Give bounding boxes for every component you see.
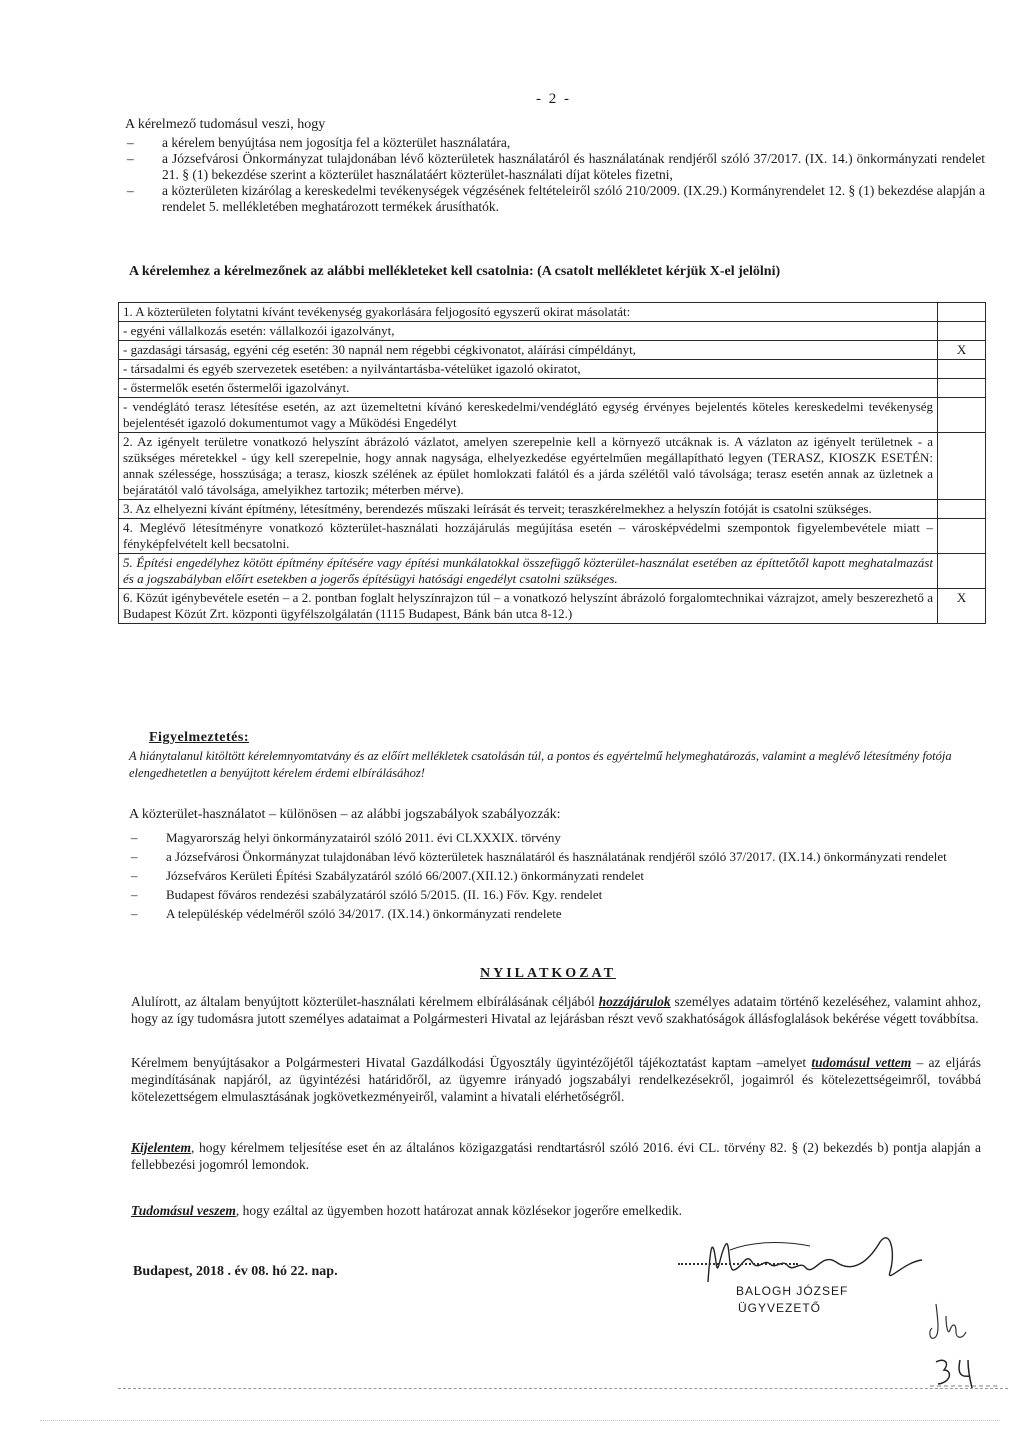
table-row [119, 360, 986, 379]
table-row [119, 379, 986, 398]
declaration-paragraph [131, 993, 981, 1027]
table-row [119, 303, 986, 322]
attachment-text: 2. Az igényelt területre vonatkozó helyszínt ábrázoló vázlatot, amelyen szerepelnie kell a környező utcáknak is. A vázlaton az igényelt területnek - a szükséges méretekkel - úgy kell szerepelnie, hogy annak nagysága, elhelyezkedése egyértelműen megállapítható legyen (TERASZ, KIOSZK ESETÉN: annak szélessége, hosszúsága; a terasz, kioszk szélének az épület homlokzati falától és a járda szélétől való távolsága; terasz esetén annak az üzletnek a bejáratától való távolsága, amelyikhez tartozik; méterben mérve). [119, 433, 938, 500]
attachment-mark [938, 303, 986, 322]
laws-list [129, 829, 981, 922]
attachment-text: 1. A közterületen folytatni kívánt tevékenység gyakorlására feljogosító egyszerű okirat másolatát: [119, 303, 938, 322]
date-line: Budapest, 2018 . év 08. hó 22. nap. [133, 1264, 338, 1279]
attachment-mark [938, 398, 986, 433]
attachment-text: - őstermelők esetén őstermelői igazolványt. [119, 379, 938, 398]
declaration-title: NYILATKOZAT [480, 966, 616, 981]
attachment-mark [938, 360, 986, 379]
attachment-mark [938, 500, 986, 519]
attachment-text: 4. Meglévő létesítményre vonatkozó közterület-használati hozzájárulás megújítása esetén – városképvédelmi szempontok figyelembevétele miatt – fényképfelvételt kell becsatolni. [119, 519, 938, 554]
attachments-table [118, 302, 986, 624]
table-row [119, 398, 986, 433]
warning-text: A hiánytalanul kitöltött kérelemnyomtatvány és az előírt mellékletek csatolásán túl, a pontos és egyértelmű helymeghatározás, valamint a meglévő létesítmény fotója elengedhetetlen a benyújtott kérelem érdemi elbírálásához! [129, 749, 952, 780]
table-row [119, 322, 986, 341]
attachments-heading: A kérelemhez a kérelmezőnek az alábbi mellékleteket kell csatolnia: (A csatolt mellékletet kérjük X-el jelölni) [129, 264, 781, 279]
attachment-text: - társadalmi és egyéb szervezetek esetében: a nyilvántartásba-vételüket igazoló okiratot, [119, 360, 938, 379]
attachment-text: 6. Közút igénybevétele esetén – a 2. pontban foglalt helyszínrajzon túl – a vonatkozó helyszínt ábrázoló forgalomtechnikai vázrajzot, amely beszerezhető a Budapest Közút Zrt. központi ügyfélszolgálatán (1115 Budapest, Bánk bán utca 8-12.) [119, 589, 938, 624]
laws-section [129, 807, 981, 924]
attachment-text: 3. Az elhelyezni kívánt építmény, létesítmény, berendezés műszaki leírását és terveit; teraszkérelmekhez a helyszín fotóját is csatolni szükséges. [119, 500, 938, 519]
warning-title: Figyelmeztetés: [149, 730, 249, 745]
emphasis-text: Tudomásul veszem [131, 1203, 236, 1218]
attachment-text: - vendéglátó terasz létesítése esetén, az azt üzemeltetni kívánó kereskedelmi/vendéglátó egység érvényes bejelentés köteles kereskedelmi tevékenység bejelentését igazoló dokumentumot vagy a Működési Engedélyt [119, 398, 938, 433]
handwritten-page-mark [930, 1356, 1000, 1390]
declaration-paragraph [131, 1202, 981, 1219]
list-item: – Józsefváros Kerületi Építési Szabályzatáról szóló 66/2007.(XII.12.) önkormányzati rendelet [129, 867, 981, 884]
scan-rule [118, 1388, 1008, 1389]
table-row [119, 589, 986, 624]
attachment-text: - gazdasági társaság, egyéni cég esetén: 30 napnál nem régebbi cégkivonatot, aláírási címpéldányt, [119, 341, 938, 360]
list-item: – Budapest főváros rendezési szabályzatáról szóló 5/2015. (II. 16.) Főv. Kgy. rendelet [129, 886, 981, 903]
table-row [119, 341, 986, 360]
scan-rule [40, 1420, 1000, 1421]
attachment-mark: X [938, 589, 986, 624]
paragraph-text: – az eljárás megindításának napjáról, az ügyintézési határidőről, az ügyemre irányadó jogszabályi rendelkezésekről, jogaimról és kötelezettségeimről, továbbá kötelezettségem elmulasztásának jogkövetkezményeiről, valamint a hivatali elérhetőségről. [131, 1055, 982, 1104]
attachment-mark [938, 379, 986, 398]
attachment-text: 5. Építési engedélyhez kötött építmény építésére vagy építési munkálatokkal összefüggő közterület-használat esetében az építtetőtől kapott meghatalmazást és a jogszabályban előírt esetekben a jogerős építésügyi hatósági engedélyt csatolni szükséges. [119, 554, 938, 589]
attachment-mark [938, 519, 986, 554]
list-item: – a Józsefvárosi Önkormányzat tulajdonában lévő közterületek használatáról és használatának rendjéről szóló 37/2017. (IX.14.) önkormányzati rendelet [129, 848, 981, 865]
attachment-mark [938, 433, 986, 500]
attachment-text: - egyéni vállalkozás esetén: vállalkozói igazolványt, [119, 322, 938, 341]
attachment-mark [938, 322, 986, 341]
table-row [119, 433, 986, 500]
intro-section [125, 117, 985, 215]
paragraph-text: Kérelmem benyújtásakor a Polgármesteri Hivatal Gazdálkodási Ügyosztály ügyintézőjétől tájékoztatást kaptam –amelyet [131, 1055, 812, 1070]
list-item: – A településkép védelméről szóló 34/2017. (IX.14.) önkormányzati rendelete [129, 905, 981, 922]
list-item: – a közterületen kizárólag a kereskedelmi tevékenységek végzésének feltételeiről szóló 210/2009. (IX.29.) Kormányrendelet 12. § (1) bekezdése alapján a rendelet 5. mellékletében meghatározott termékek árusíthatók. [125, 183, 985, 215]
emphasis-text: tudomásul vettem [811, 1055, 912, 1070]
declaration-paragraph [131, 1139, 981, 1173]
declaration-paragraph [131, 1054, 981, 1105]
handwritten-initials [926, 1296, 972, 1346]
list-item: – Magyarország helyi önkormányzatairól szóló 2011. évi CLXXXIX. törvény [129, 829, 981, 846]
laws-heading: A közterület-használatot – különösen – az alábbi jogszabályok szabályozzák: [129, 807, 561, 822]
handwritten-signature [690, 1222, 930, 1292]
table-row [119, 519, 986, 554]
table-row [119, 500, 986, 519]
emphasis-text: Kijelentem [131, 1140, 191, 1155]
list-item: – a Józsefvárosi Önkormányzat tulajdonában lévő közterületek használatáról és használatának rendjéről szóló 37/2017. (IX. 14.) önkormányzati rendelet 21. § (1) bekezdése szerint a közterület használatáért közterület-használati díjat köteles fizetni, [125, 151, 985, 183]
table-row [119, 554, 986, 589]
intro-list [125, 135, 985, 215]
signer-role: ÜGYVEZETŐ [738, 1301, 822, 1315]
attachment-mark: X [938, 341, 986, 360]
signature-line [678, 1263, 798, 1265]
paragraph-text: Alulírott, az általam benyújtott közterület-használati kérelmem elbírálásának céljából [131, 994, 599, 1009]
page-number: - 2 - [536, 91, 571, 107]
signer-name: BALOGH JÓZSEF [736, 1284, 849, 1298]
attachment-mark [938, 554, 986, 589]
paragraph-text: , hogy ezáltal az ügyemben hozott határozat annak közlésekor jogerőre emelkedik. [235, 1203, 682, 1218]
paragraph-text: személyes adataim történő kezeléséhez, valamint ahhoz, hogy az így tudomásra jutott személyes adataimat a Polgármesteri Hivatal az lejárásban részt vevő szakhatóságok állásfoglalások bekérése végett továbbítsa. [131, 994, 981, 1026]
intro-heading: A kérelmező tudomásul veszi, hogy [125, 117, 326, 132]
emphasis-text: hozzájárulok [598, 994, 671, 1009]
list-item: – a kérelem benyújtása nem jogosítja fel a közterület használatára, [125, 135, 985, 151]
paragraph-text: , hogy kérelmem teljesítése eset én az általános közigazgatási rendtartásról szóló 2016. évi CL. törvény 82. § (2) bekezdés b) pontja alapján a fellebbezési jogomról lemondok. [131, 1140, 981, 1172]
